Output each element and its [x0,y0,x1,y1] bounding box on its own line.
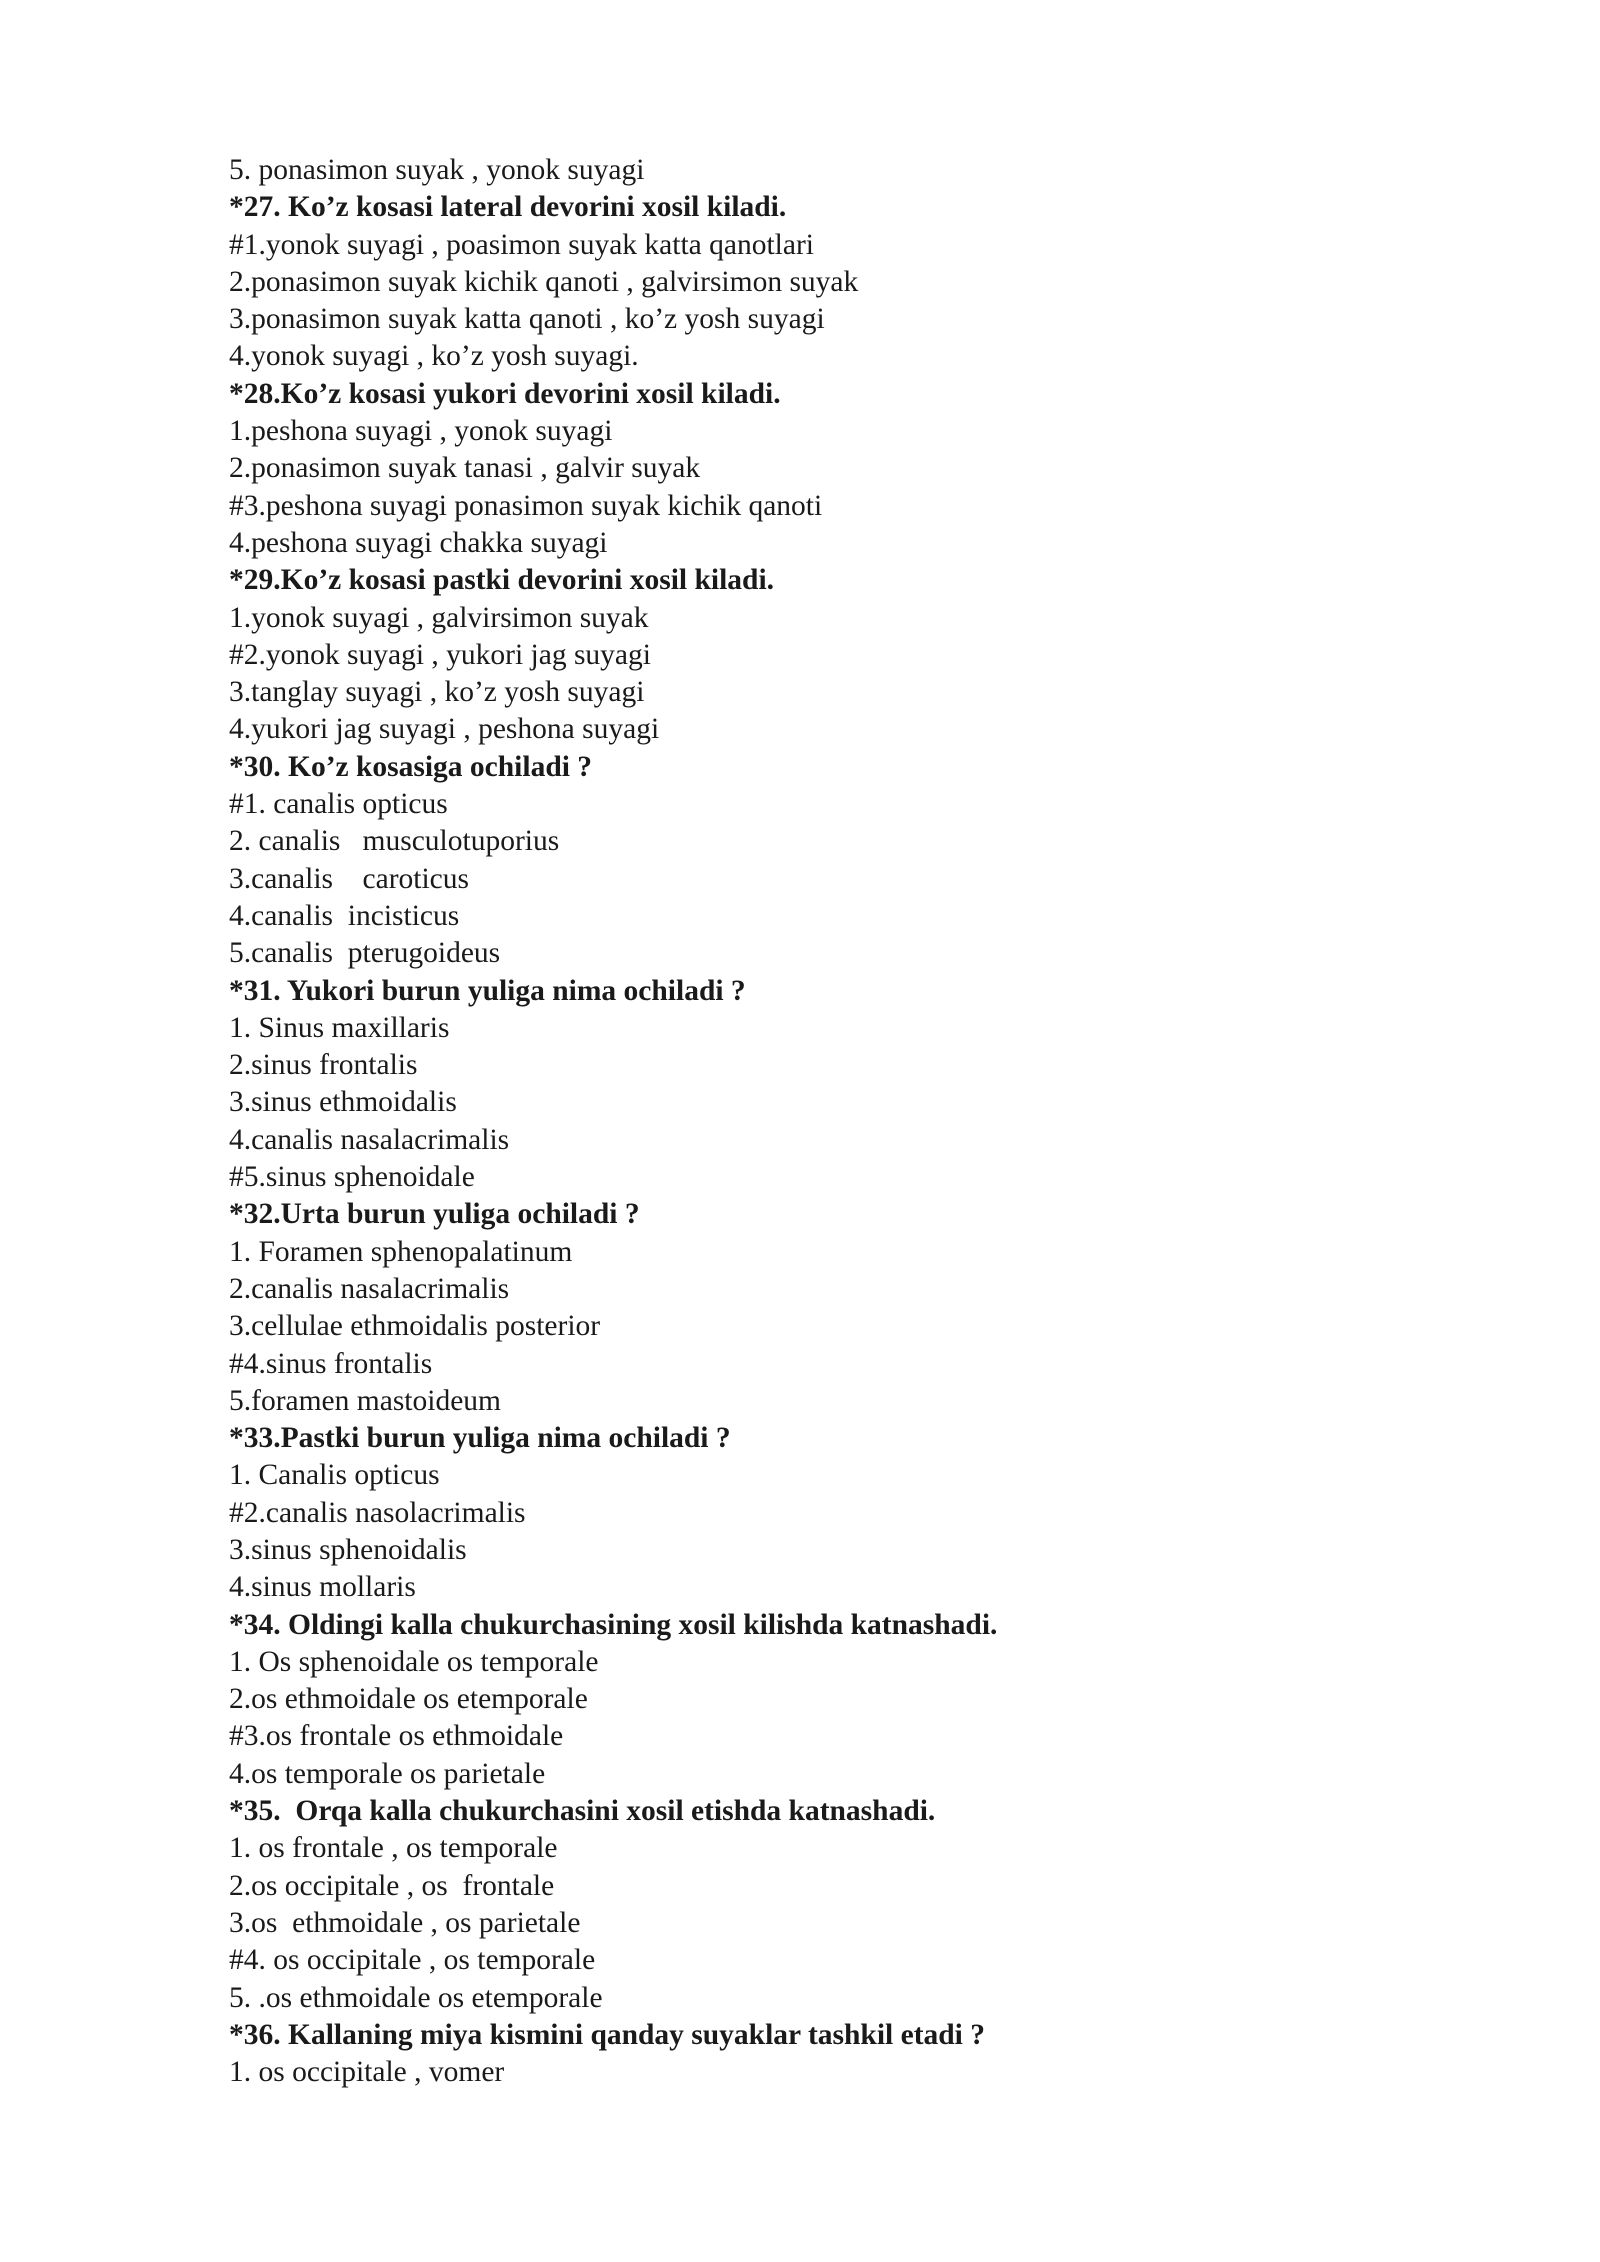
answer-option: 4.canalis nasalacrimalis [229,1123,510,1156]
answer-option: #2.yonok suyagi , yukori jag suyagi [229,638,651,671]
question-heading: *27. Ko’z kosasi lateral devorini xosil kiladi. [229,191,787,224]
answer-option: 2.sinus frontalis [229,1049,418,1082]
answer-option: 3.canalis caroticus [229,862,470,895]
answer-option: #3.peshona suyagi ponasimon suyak kichik qanoti [229,489,823,522]
answer-option: 5.foramen mastoideum [229,1384,501,1417]
question-heading: *28.Ko’z kosasi yukori devorini xosil kiladi. [229,377,781,410]
answer-option: 2.ponasimon suyak tanasi , galvir suyak [229,452,701,485]
answer-option: 4.yonok suyagi , ko’z yosh suyagi. [229,340,639,373]
question-heading: *36. Kallaning miya kismini qanday suyaklar tashkil etadi ? [229,2018,985,2051]
question-heading: *35. Orqa kalla chukurchasini xosil etishda katnashadi. [229,1795,936,1828]
answer-option: #4. os occipitale , os temporale [229,1944,596,1977]
answer-option: 1. os frontale , os temporale [229,1832,558,1865]
question-heading: *31. Yukori burun yuliga nima ochiladi ? [229,974,746,1007]
answer-option: 1. Os sphenoidale os temporale [229,1645,599,1678]
answer-option: 3.sinus ethmoidalis [229,1086,457,1119]
question-heading: *30. Ko’z kosasiga ochiladi ? [229,750,593,783]
answer-option: 2.ponasimon suyak kichik qanoti , galvirsimon suyak [229,265,859,298]
answer-option: 5.canalis pterugoideus [229,937,501,970]
answer-option: #4.sinus frontalis [229,1347,433,1380]
answer-option: 1. Sinus maxillaris [229,1011,450,1044]
document-page [229,152,1529,2091]
answer-option: 1. Foramen sphenopalatinum [229,1235,573,1268]
answer-option: 3.ponasimon suyak katta qanoti , ko’z yosh suyagi [229,303,825,336]
answer-option: 5. ponasimon suyak , yonok suyagi [229,154,645,186]
answer-option: 2. canalis musculotuporius [229,825,560,858]
answer-option: 2.os occipitale , os frontale [229,1869,555,1902]
answer-option: 1. Canalis opticus [229,1459,440,1492]
answer-option: 4.peshona suyagi chakka suyagi [229,526,608,559]
answer-option: 1.peshona suyagi , yonok suyagi [229,415,613,448]
answer-option: 4.os temporale os parietale [229,1757,546,1790]
answer-option: #2.canalis nasolacrimalis [229,1496,526,1529]
answer-option: 2.os ethmoidale os etemporale [229,1683,588,1716]
answer-option: 4.sinus mollaris [229,1571,416,1604]
answer-option: 3.sinus sphenoidalis [229,1533,467,1566]
question-heading: *32.Urta burun yuliga ochiladi ? [229,1198,640,1231]
answer-option: 2.canalis nasalacrimalis [229,1272,510,1305]
answer-option: #5.sinus sphenoidale [229,1161,475,1194]
question-heading: *29.Ko’z kosasi pastki devorini xosil kiladi. [229,564,775,597]
answer-option: 4.canalis incisticus [229,899,460,932]
question-heading: *34. Oldingi kalla chukurchasining xosil kilishda katnashadi. [229,1608,998,1641]
answer-option: #3.os frontale os ethmoidale [229,1720,564,1753]
answer-option: 3.tanglay suyagi , ko’z yosh suyagi [229,676,645,709]
answer-option: #1.yonok suyagi , poasimon suyak katta qanotlari [229,228,814,261]
answer-option: 1. os occipitale , vomer [229,2056,505,2089]
answer-option: 1.yonok suyagi , galvirsimon suyak [229,601,649,634]
answer-option: #1. canalis opticus [229,788,448,821]
answer-option: 3.cellulae ethmoidalis posterior [229,1310,601,1343]
answer-option: 3.os ethmoidale , os parietale [229,1906,581,1939]
answer-option: 5. .os ethmoidale os etemporale [229,1981,603,2014]
question-heading: *33.Pastki burun yuliga nima ochiladi ? [229,1422,731,1455]
answer-option: 4.yukori jag suyagi , peshona suyagi [229,713,660,746]
